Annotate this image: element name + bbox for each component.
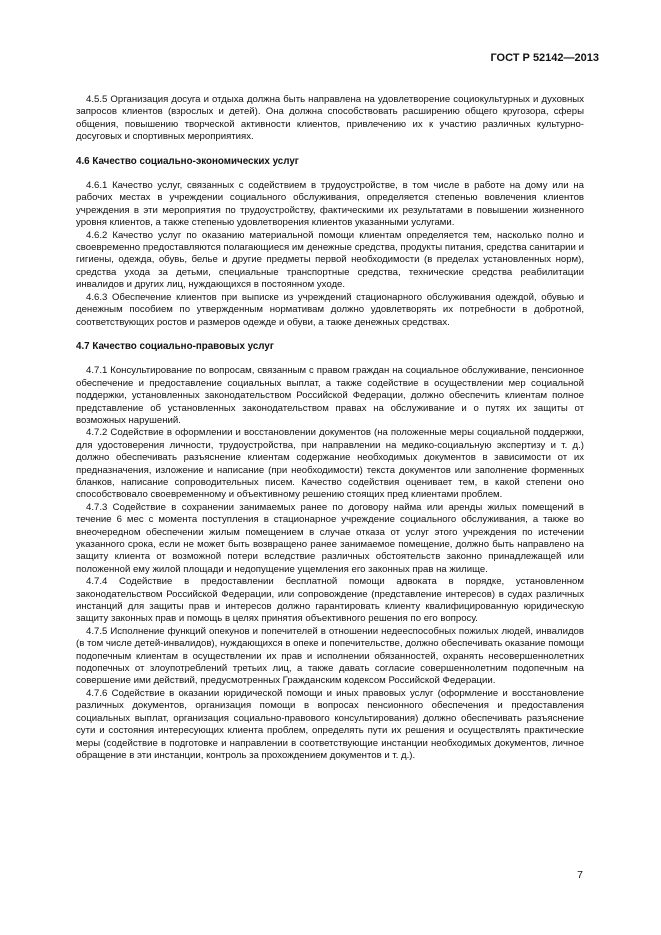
paragraph-4-6-1: 4.6.1 Качество услуг, связанных с содействием в трудоустройстве, в том числе в работе на дому или на рабочих местах в учреждении социального обслуживания, определяется степенью вовлечения клиентов учреждения в эти мероприятия по трудоустройству, фактическими их результатами в повышении жизненного уровня клиентов, а также степенью удовлетворения клиентов указанными услугами. — [76, 180, 584, 229]
paragraph-4-7-2: 4.7.2 Содействие в оформлении и восстановлении документов (на положенные меры социальной поддержки, для удостоверения личности, трудоустройства, при направлении на медико-социальную экспертизу и т. д.) должно обеспечивать разъяснение клиентам содержание необходимых документов в зависимости от их предназначения, изложение и написание (при необходимости) текста документов или заполнение форменных бланков, написание сопроводительных писем. Качество содействия оценивает тем, в какой степени оно способствовало своевременному и объективному решению стоящих пред клиентами проблем. — [76, 427, 584, 501]
paragraph-4-7-1: 4.7.1 Консультирование по вопросам, связанным с правом граждан на социальное обслуживание, пенсионное обеспечение и предоставление социальных выплат, а также содействие в осуществлении мер социальной поддержки, установленных законодательством Российской Федерации, должно обеспечить клиентам полное представление об установленных законодательством правах на обслуживание и о путях их защиты от возможных нарушений. — [76, 365, 584, 426]
section-heading-4-7: 4.7 Качество социально-правовых услуг — [76, 340, 274, 352]
paragraph-4-6-2: 4.6.2 Качество услуг по оказанию материальной помощи клиентам определяется тем, насколько полно и своевременно предоставляются полагающиеся им денежные средства, продукты питания, средства санитарии и гигиены, одежда, обувь, белье и другие предметы первой необходимости (в пределах установленных норм), средства ухода за детьми, специальные транспортные средства, технические средства реабилитации инвалидов и других лиц, нуждающихся в постоянном уходе. — [76, 229, 584, 291]
document-code: ГОСТ Р 52142—2013 — [490, 52, 599, 64]
paragraph-4-7-5: 4.7.5 Исполнение функций опекунов и попечителей в отношении недееспособных пожилых людей, инвалидов (в том числе детей-инвалидов), нуждающихся в опеке и попечительстве, должно обеспечивать оказание помощи подопечным клиентам в осуществлении их прав и исполнении обязанностей, охранять несовершеннолетних подопечных от злоупотреблений третьих лиц, а также давать согласие совершеннолетним подопечным на совершение ими действий, предусмотренных Гражданским кодексом Российской Федерации. — [76, 625, 584, 687]
paragraph-4-5-5: 4.5.5 Организация досуга и отдыха должна быть направлена на удовлетворение социокультурных и духовных запросов клиентов (взрослых и детей). Она должна способствовать расширению общего кругозора, сферы общения, повышению творческой активности клиентов, привлечению их к участию различных культурно-досуговых и спортивных мероприятиях. — [76, 94, 584, 143]
paragraph-4-7-3: 4.7.3 Содействие в сохранении занимаемых ранее по договору найма или аренды жилых помещений в течение 6 мес с момента поступления в стационарное учреждение социального обслуживания, а также во внеочередном обеспечении жилым помещением в случае отказа от услуг этого учреждения по истечении указанного срока, если не может быть возвращено ранее занимаемое помещение, должно быть направлено на защиту клиента от возможной потери вследствие различных обстоятельств законно принадлежащей или положенной ему жилой площади и недопущение ущемления его законных прав на жилище. — [76, 501, 584, 575]
paragraph-4-6-3: 4.6.3 Обеспечение клиентов при выписке из учреждений стационарного обслуживания одеждой, обувью и денежным пособием по утвержденным нормативам должно удовлетворять их потребности в добротной, соответствующих ростов и размеров одежде и обуви, а также денежных средствах. — [76, 291, 584, 328]
document-body — [76, 94, 584, 762]
paragraph-4-7-4: 4.7.4 Содействие в предоставлении бесплатной помощи адвоката в порядке, установленном законодательством Российской Федерации, или сопровождение (представление интересов) в судах различных инстанций для защиты прав и интересов должно гарантировать клиенту квалифицированную юридическую защиту законных прав и помощь в целях принятия объективного решения по его вопросу. — [76, 576, 584, 625]
page-number: 7 — [577, 869, 583, 881]
section-heading-4-6: 4.6 Качество социально-экономических услуг — [76, 155, 299, 167]
paragraph-4-7-6: 4.7.6 Содействие в оказании юридической помощи и иных правовых услуг (оформление и восстановление различных документов, организация помощи в вопросах пенсионного обеспечения и предоставления социальных выплат, организация социально-правового консультирования) должно обеспечивать разъяснение сути и состояния интересующих клиента проблем, определять пути их решения и осуществлять практические меры (содействие в подготовке и направлении в соответствующие инстанции необходимых документов, личное обращение в эти инстанции, контроль за прохождением документов и т. д.). — [76, 687, 584, 761]
